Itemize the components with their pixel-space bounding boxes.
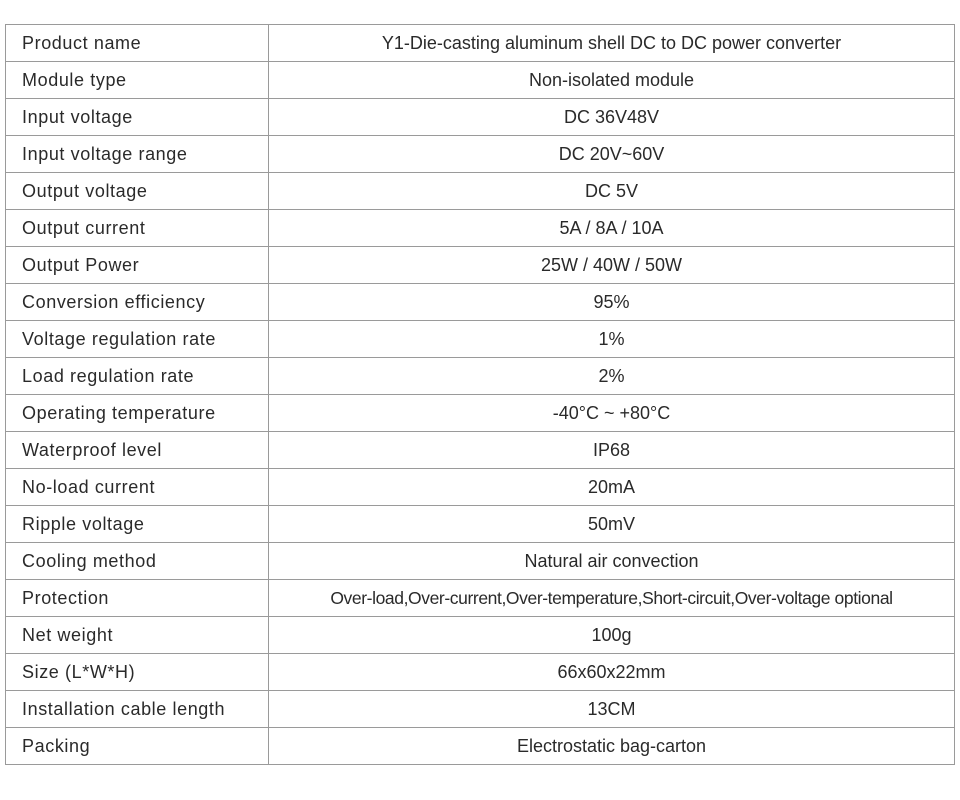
row-label: No-load current [6, 469, 269, 506]
table-row [6, 173, 955, 210]
table-row [6, 62, 955, 99]
row-label: Input voltage range [6, 136, 269, 173]
row-value: IP68 [269, 432, 955, 469]
row-value: DC 36V48V [269, 99, 955, 136]
row-value: Natural air convection [269, 543, 955, 580]
row-value: 50mV [269, 506, 955, 543]
row-label: Operating temperature [6, 395, 269, 432]
table-row [6, 395, 955, 432]
row-label: Cooling method [6, 543, 269, 580]
row-label: Module type [6, 62, 269, 99]
table-row [6, 728, 955, 765]
spec-table [5, 24, 955, 765]
row-value: 2% [269, 358, 955, 395]
table-row [6, 580, 955, 617]
row-value: 1% [269, 321, 955, 358]
row-label: Input voltage [6, 99, 269, 136]
row-value: 66x60x22mm [269, 654, 955, 691]
table-row [6, 506, 955, 543]
spec-table-body [6, 25, 955, 765]
table-row [6, 99, 955, 136]
row-label: Net weight [6, 617, 269, 654]
table-row [6, 358, 955, 395]
row-label: Output current [6, 210, 269, 247]
table-row [6, 432, 955, 469]
table-row [6, 25, 955, 62]
row-label: Protection [6, 580, 269, 617]
table-row [6, 654, 955, 691]
row-label: Load regulation rate [6, 358, 269, 395]
row-label: Ripple voltage [6, 506, 269, 543]
table-row [6, 136, 955, 173]
row-value: Non-isolated module [269, 62, 955, 99]
row-value: Over-load,Over-current,Over-temperature,Short-circuit,Over-voltage optional [269, 580, 955, 617]
row-label: Output voltage [6, 173, 269, 210]
row-value: DC 20V~60V [269, 136, 955, 173]
table-row [6, 469, 955, 506]
row-value: 95% [269, 284, 955, 321]
row-label: Waterproof level [6, 432, 269, 469]
row-label: Installation cable length [6, 691, 269, 728]
row-value: 100g [269, 617, 955, 654]
table-row [6, 617, 955, 654]
row-value: Electrostatic bag-carton [269, 728, 955, 765]
row-label: Size (L*W*H) [6, 654, 269, 691]
table-row [6, 284, 955, 321]
row-label: Product name [6, 25, 269, 62]
table-row [6, 247, 955, 284]
row-value: -40°C ~ +80°C [269, 395, 955, 432]
table-row [6, 543, 955, 580]
row-label: Output Power [6, 247, 269, 284]
table-row [6, 321, 955, 358]
row-label: Conversion efficiency [6, 284, 269, 321]
row-value: Y1-Die-casting aluminum shell DC to DC power converter [269, 25, 955, 62]
row-value: 5A / 8A / 10A [269, 210, 955, 247]
row-value: 25W / 40W / 50W [269, 247, 955, 284]
row-value: 20mA [269, 469, 955, 506]
table-row [6, 210, 955, 247]
row-label: Voltage regulation rate [6, 321, 269, 358]
table-row [6, 691, 955, 728]
row-value: 13CM [269, 691, 955, 728]
row-label: Packing [6, 728, 269, 765]
row-value: DC 5V [269, 173, 955, 210]
